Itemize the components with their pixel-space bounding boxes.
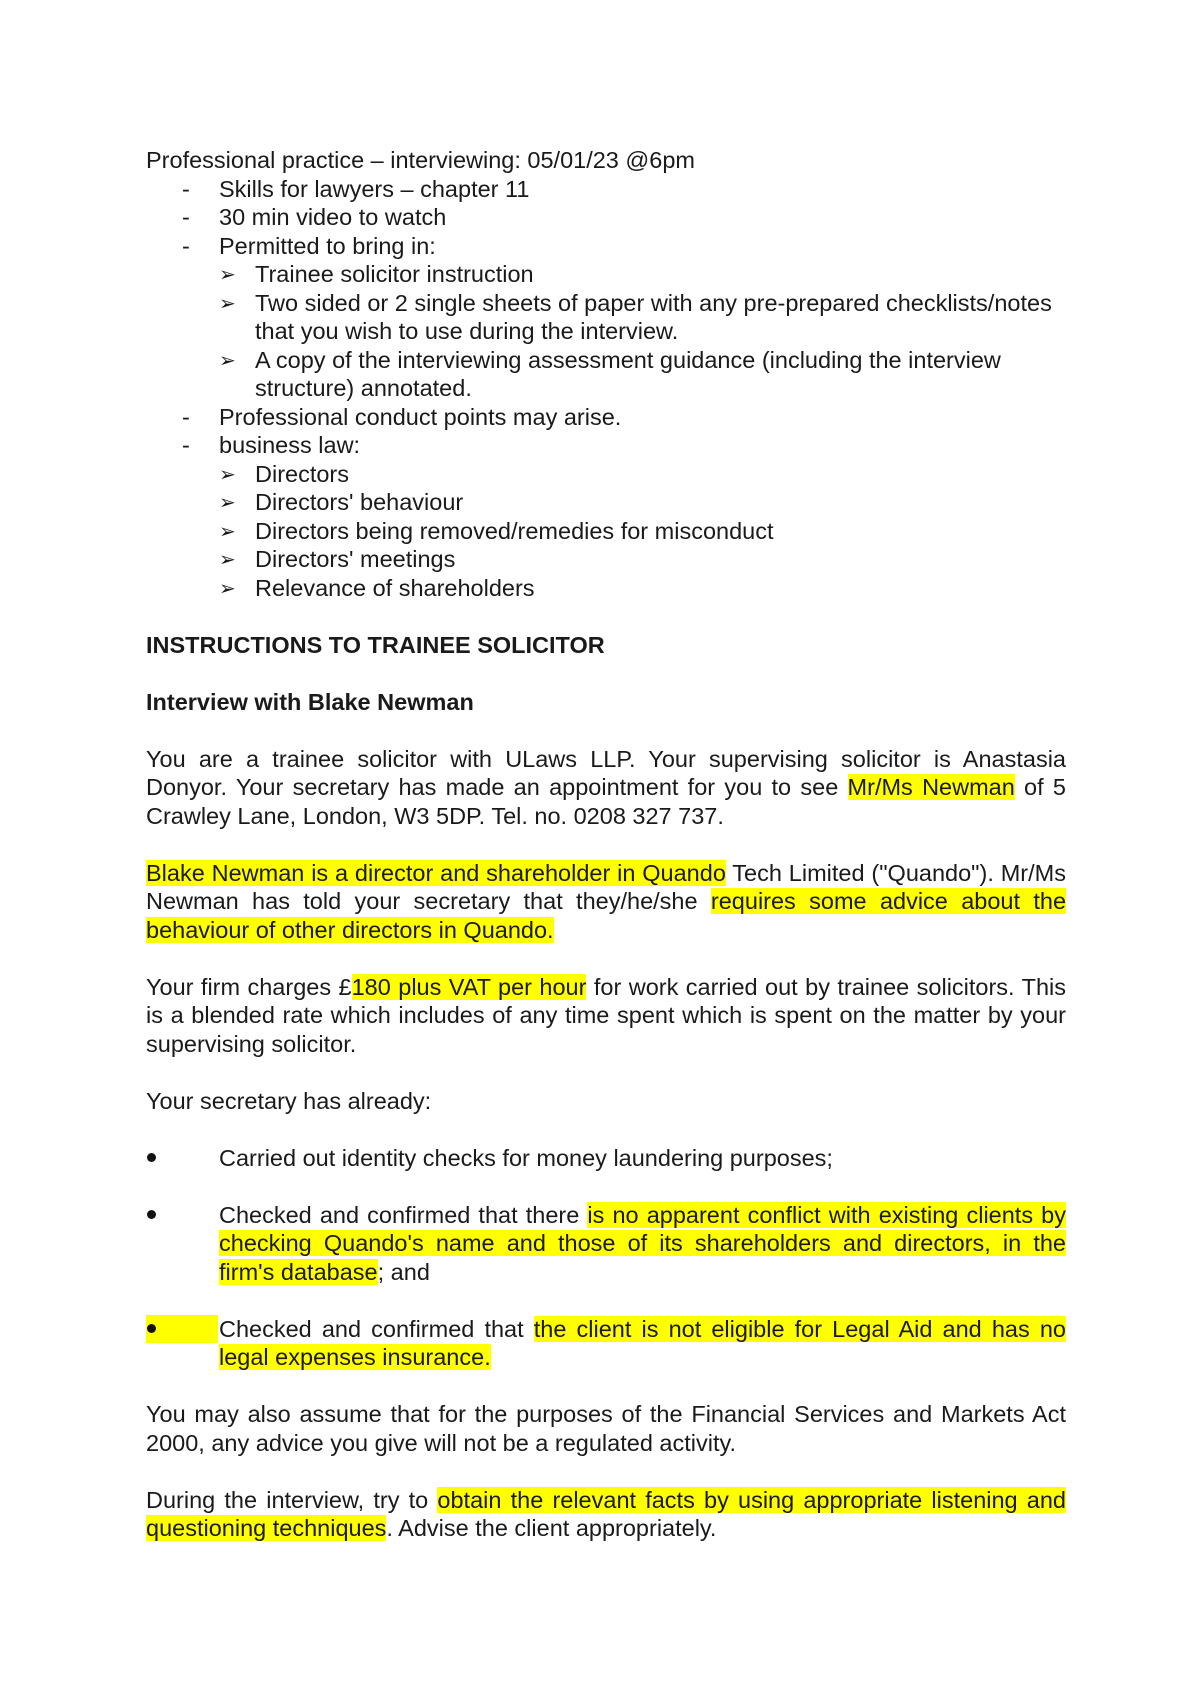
list-item-text: Professional conduct points may arise.	[219, 403, 622, 430]
highlighted-text: Blake Newman is a director and shareholder in Quando	[146, 859, 726, 886]
list-item-text: Permitted to bring in:	[219, 232, 436, 259]
list-item-text: Relevance of shareholders	[255, 574, 535, 601]
arrow-bullet-icon: ➢	[219, 290, 236, 315]
highlighted-text: obtain the relevant facts by using appropriate listening and questioning techniques	[146, 1486, 1066, 1541]
text-run: of 5 Crawley Lane, London, W3 5DP. Tel. no. 0208 327 737.	[146, 774, 1066, 829]
text-run: ; and	[377, 1258, 430, 1285]
paragraph-interview	[146, 1486, 1066, 1543]
arrow-bullet-icon: ➢	[219, 575, 236, 600]
spacer	[146, 1286, 1066, 1315]
list-item	[146, 289, 1066, 346]
list-item-text: A copy of the interviewing assessment guidance (including the interview structure) annotated.	[255, 346, 1001, 401]
list-item	[146, 431, 1066, 460]
list-item-text: Two sided or 2 single sheets of paper with any pre-prepared checklists/notes that you wish to use during the interview.	[255, 289, 1052, 344]
bullet-dot	[147, 1210, 156, 1219]
document-page	[146, 146, 1066, 1543]
list-item	[146, 203, 1066, 232]
bullet-list	[146, 1315, 1066, 1372]
list-item-text: business law:	[219, 432, 361, 458]
arrow-bullet-icon: ➢	[219, 490, 236, 514]
arrow-bullet-icon: ➢	[219, 262, 236, 286]
text-run: Checked and confirmed that	[219, 1315, 534, 1342]
bullet-list	[146, 1144, 1066, 1173]
list-item-text: Carried out identity checks for money laundering purposes;	[219, 1144, 833, 1171]
bullet-dot	[147, 1153, 156, 1162]
list-item	[146, 488, 1066, 517]
section-subheading: Interview with Blake Newman	[146, 688, 474, 715]
list-item	[146, 1315, 1066, 1372]
dash-marker: -	[182, 204, 190, 230]
paragraph-secretary: Your secretary has already:	[146, 1087, 432, 1114]
arrow-bullet-icon: ➢	[219, 347, 236, 372]
page-title: Professional practice – interviewing: 05/01/23 @6pm	[146, 147, 695, 173]
paragraph-charges	[146, 973, 1066, 1059]
dash-list	[146, 175, 1066, 261]
spacer	[146, 602, 1066, 631]
bullet-icon	[146, 1315, 218, 1343]
dash-marker: -	[182, 175, 190, 202]
spacer	[146, 1115, 1066, 1144]
text-run: You are a trainee solicitor with ULaws LLP. Your supervising solicitor is Anastasia Donyor. Your secretary has made an appointment for you to see	[146, 745, 1066, 800]
list-item	[146, 260, 1066, 289]
highlighted-text: 180 plus VAT per hour	[351, 973, 587, 1000]
spacer	[146, 659, 1066, 688]
spacer	[146, 1058, 1066, 1087]
text-run: Checked and confirmed that there	[219, 1201, 588, 1228]
spacer	[146, 1457, 1066, 1486]
text-run: for work carried out by trainee solicitors. This is a blended rate which includes of any time spent which is spent on the matter by your supervising solicitor.	[146, 973, 1066, 1057]
arrow-bullet-icon: ➢	[219, 547, 236, 571]
bullet-icon	[146, 1144, 218, 1172]
list-item	[146, 460, 1066, 489]
spacer	[146, 1172, 1066, 1201]
list-item-text: Directors' behaviour	[255, 489, 464, 515]
text-run: Tech Limited ("Quando"). Mr/Ms Newman has told your secretary that they/he/she	[146, 859, 1066, 914]
list-item-text: Directors being removed/remedies for misconduct	[255, 517, 774, 544]
spacer	[146, 830, 1066, 859]
bring-in-list	[146, 260, 1066, 403]
list-item-text: 30 min video to watch	[219, 204, 447, 230]
list-item-text: Skills for lawyers – chapter 11	[219, 175, 530, 202]
list-item	[146, 545, 1066, 574]
list-item-text: Directors' meetings	[255, 546, 456, 572]
spacer	[146, 1372, 1066, 1401]
arrow-bullet-icon: ➢	[219, 461, 236, 486]
list-item	[146, 232, 1066, 261]
arrow-bullet-icon: ➢	[219, 518, 236, 543]
list-item	[146, 403, 1066, 432]
section-heading: INSTRUCTIONS TO TRAINEE SOLICITOR	[146, 631, 605, 658]
list-item-text: Trainee solicitor instruction	[255, 261, 534, 287]
dash-marker: -	[182, 403, 190, 430]
bullet-dot	[147, 1324, 156, 1333]
business-law-list	[146, 460, 1066, 603]
highlighted-text: requires some advice about the behaviour of other directors in Quando.	[146, 888, 1067, 943]
highlighted-text: the client is not eligible for Legal Aid and has no legal expenses insurance.	[219, 1315, 1066, 1370]
paragraph-fsma: You may also assume that for the purposes of the Financial Services and Markets Act 2000, any advice you give will not be a regulated activity.	[146, 1401, 1066, 1456]
highlighted-text: is no apparent conflict with existing clients by checking Quando's name and those of its shareholders and directors, in the firm's database	[219, 1201, 1066, 1285]
spacer	[146, 944, 1066, 973]
spacer	[146, 716, 1066, 745]
list-item	[146, 574, 1066, 603]
dash-marker: -	[182, 432, 190, 458]
list-item-text: Directors	[255, 460, 350, 487]
list-item	[146, 517, 1066, 546]
list-item	[146, 1144, 1066, 1173]
bullet-list	[146, 1201, 1066, 1287]
list-item	[146, 175, 1066, 204]
bullet-icon	[146, 1201, 218, 1229]
dash-marker: -	[182, 232, 190, 259]
dash-list	[146, 403, 1066, 460]
paragraph-client	[146, 859, 1066, 945]
paragraph-appointment	[146, 745, 1066, 831]
text-run: Your firm charges £	[146, 973, 352, 1000]
list-item	[146, 346, 1066, 403]
text-run: During the interview, try to	[146, 1486, 438, 1513]
list-item	[146, 1201, 1066, 1287]
highlighted-text: Mr/Ms Newman	[847, 774, 1015, 800]
text-run: . Advise the client appropriately.	[386, 1515, 717, 1541]
